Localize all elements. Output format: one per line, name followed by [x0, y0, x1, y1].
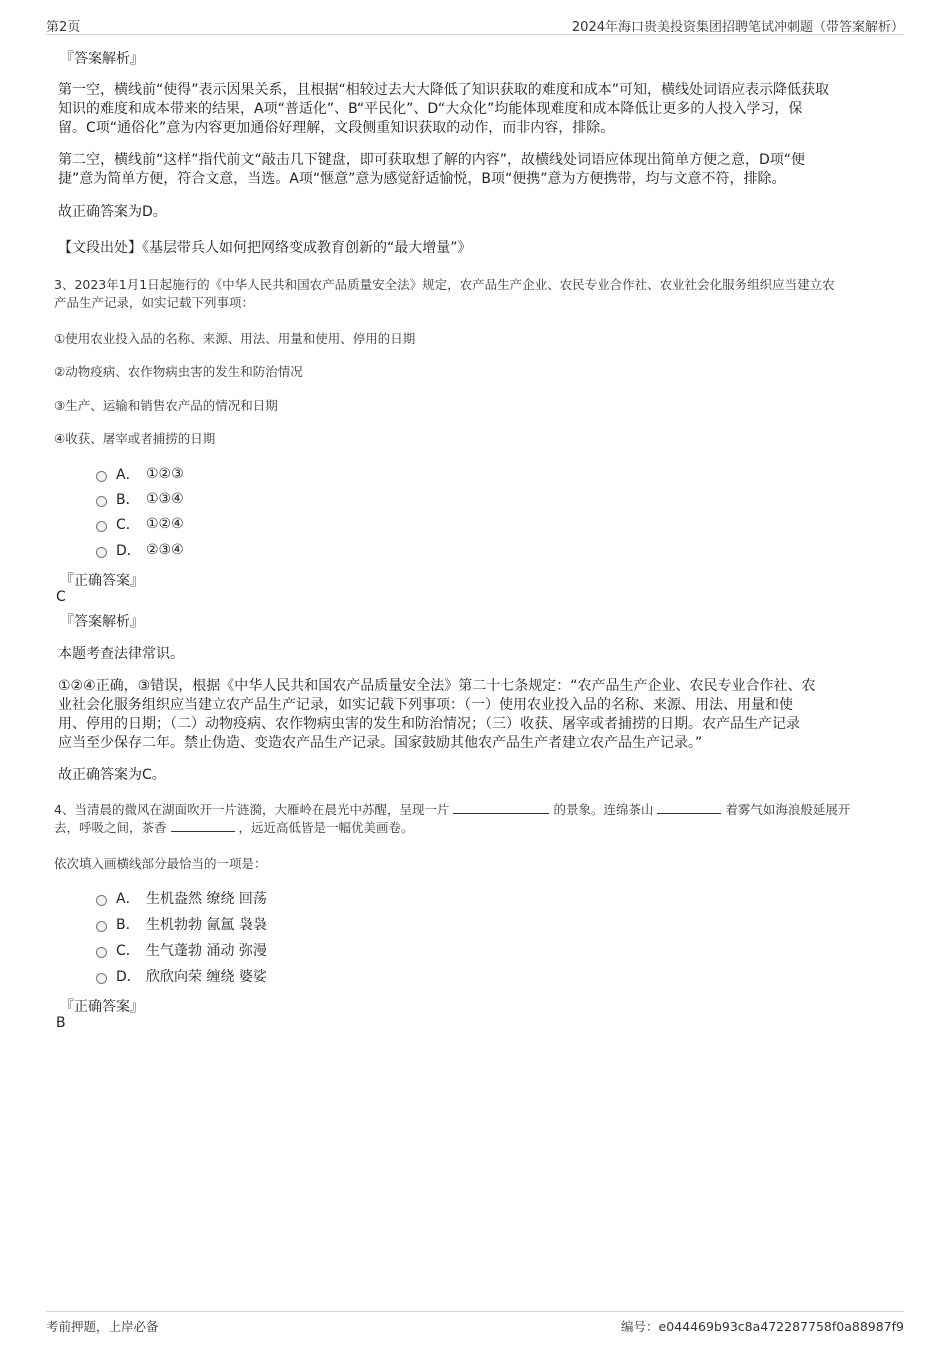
paragraph-line: 知识的难度和成本带来的结果，A项“普适化”、B“平民化”、D“大众化”均能体现难度和成本降低让更多的人投入学习，保	[58, 101, 803, 117]
paragraph-line: 第一空，横线前“使得”表示因果关系，且根据“相较过去大大降低了知识获取的难度和成本”可知，横线处词语应表示降低获取	[58, 82, 830, 98]
question-item: ①使用农业投入品的名称、来源、用法、用量和使用、停用的日期	[54, 331, 416, 346]
fill-blank	[453, 801, 549, 814]
stem-line: 3、2023年1月1日起施行的《中华人民共和国农产品质量安全法》规定，农产品生产企业、农民专业合作社、农业社会化服务组织应当建立农	[54, 277, 835, 292]
footer-slogan: 考前押题，上岸必备	[46, 1319, 159, 1334]
radio-icon[interactable]	[96, 947, 107, 958]
question-4-stem: 4、当清晨的微风在湖面吹开一片涟漪，大雁岭在晨光中苏醒，呈现一片 的景象。连绵茶山 着雾气如海浪般延展开 去，呼吸之间，茶香 ，远近高低皆是一幅优美画卷。	[54, 802, 851, 835]
radio-icon[interactable]	[96, 895, 107, 906]
paragraph-line: ①②④正确，③错误，根据《中华人民共和国农产品质量安全法》第二十七条规定：“农产品生产企业、农民专业合作社、农	[58, 678, 816, 694]
question-item: ④收获、屠宰或者捕捞的日期	[54, 431, 216, 446]
option-d[interactable]: D． 欣欣向荣 缠绕 婆娑	[96, 966, 267, 986]
answer-conclusion: 故正确答案为C。	[58, 767, 166, 783]
option-b[interactable]: B． 生机勃勃 氤氲 袅袅	[96, 914, 267, 934]
question-item: ③生产、运输和销售农产品的情况和日期	[54, 398, 278, 413]
analysis-paragraph-2	[58, 151, 893, 189]
correct-answer-label: 『正确答案』	[60, 999, 144, 1015]
option-d[interactable]: D． ②③④	[96, 540, 184, 560]
radio-icon[interactable]	[96, 471, 107, 482]
analysis-paragraph-1	[58, 81, 893, 138]
analysis-label: 『答案解析』	[60, 614, 144, 630]
analysis-label: 『答案解析』	[60, 51, 144, 67]
option-b[interactable]: B． ①③④	[96, 489, 184, 509]
paragraph-line: 用、停用的日期；（二）动物疫病、农作物病虫害的发生和防治情况；（三）收获、屠宰或者捕捞的日期。农产品生产记录	[58, 716, 800, 732]
radio-icon[interactable]	[96, 496, 107, 507]
correct-answer: C	[56, 589, 66, 605]
fill-blank	[657, 801, 721, 814]
radio-icon[interactable]	[96, 521, 107, 532]
question-3-stem	[54, 276, 894, 312]
page-footer	[46, 1311, 904, 1336]
option-a[interactable]: A． ①②③	[96, 464, 184, 484]
correct-answer-label: 『正确答案』	[60, 573, 144, 589]
option-c[interactable]: C． 生气蓬勃 涌动 弥漫	[96, 940, 267, 960]
radio-icon[interactable]	[96, 547, 107, 558]
radio-icon[interactable]	[96, 921, 107, 932]
paragraph-line: 留。C项“通俗化”意为内容更加通俗好理解，文段侧重知识获取的动作，而非内容，排除。	[58, 120, 615, 136]
answer-conclusion: 故正确答案为D。	[58, 204, 167, 220]
analysis-paragraph	[58, 677, 893, 753]
option-c[interactable]: C． ①②④	[96, 514, 184, 534]
passage-source: 【文段出处】《基层带兵人如何把网络变成教育创新的“最大增量”》	[58, 240, 472, 256]
question-prompt: 依次填入画横线部分最恰当的一项是：	[54, 856, 267, 871]
paragraph-line: 第二空，横线前“这样”指代前文“敲击几下键盘，即可获取想了解的内容”，故横线处词语应体现出简单方便之意，D项“便	[58, 152, 806, 168]
correct-answer: B	[56, 1015, 66, 1031]
document-title: 2024年海口贵美投资集团招聘笔试冲刺题（带答案解析）	[571, 20, 904, 35]
page-number: 第2页	[46, 20, 81, 35]
stem-line: 产品生产记录，如实记载下列事项：	[54, 295, 255, 310]
analysis-intro: 本题考查法律常识。	[58, 646, 184, 662]
document-code: 编号：e044469b93c8a472287758f0a88987f9	[621, 1319, 904, 1334]
question-item: ②动物疫病、农作物病虫害的发生和防治情况	[54, 364, 303, 379]
paragraph-line: 业社会化服务组织应当建立农产品生产记录，如实记载下列事项：（一）使用农业投入品的名称、来源、用法、用量和使	[58, 697, 793, 713]
paragraph-line: 捷”意为简单方便，符合文意，当选。A项“惬意”意为感觉舒适愉悦，B项“便携”意为方便携带，均与文意不符，排除。	[58, 171, 786, 187]
radio-icon[interactable]	[96, 973, 107, 984]
fill-blank	[171, 819, 235, 832]
page-header	[46, 12, 904, 35]
option-a[interactable]: A． 生机盎然 缭绕 回荡	[96, 888, 267, 908]
paragraph-line: 应当至少保存二年。禁止伪造、变造农产品生产记录。国家鼓励其他农产品生产者建立农产品生产记录。”	[58, 735, 703, 751]
